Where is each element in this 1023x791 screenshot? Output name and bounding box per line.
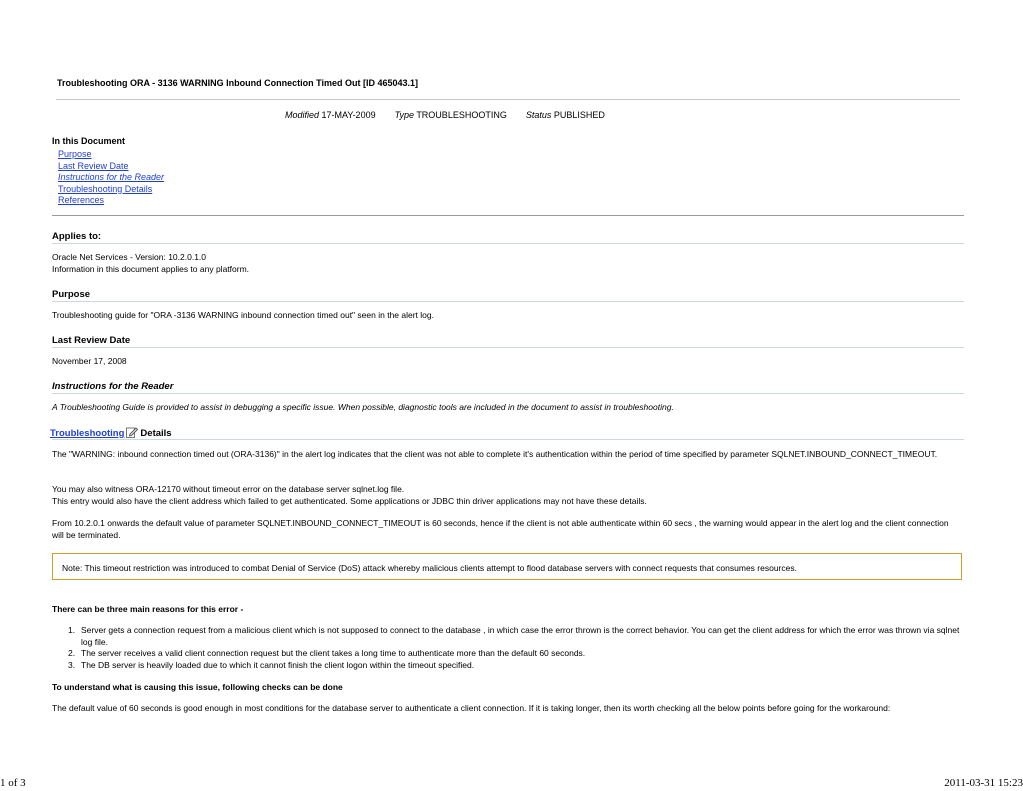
reasons-list [52, 625, 962, 671]
pencil-edit-icon[interactable] [126, 426, 138, 438]
type-value: TROUBLESHOOTING [416, 110, 507, 120]
list-number: 2. [68, 648, 76, 658]
last-review-heading: Last Review Date [52, 335, 131, 346]
modified-label: Modified [285, 110, 320, 120]
toc-link-last-review-date[interactable]: Last Review Date [58, 160, 129, 171]
troubleshooting-paragraph-1: The "WARNING: inbound connection timed out (ORA-3136)" in the alert log indicates that the client was not able to complete it's authentication within the period of time specified by parameter SQLNET.INBOUND_CONNECT_TIMEOUT. [52, 449, 938, 459]
list-item-text: The server receives a valid client connection request but the client takes a long time to authenticate more than the default 60 seconds. [81, 648, 586, 658]
list-item-text: The DB server is heavily loaded due to which it cannot finish the client logon within the timeout specified. [81, 659, 475, 670]
troubleshooting-paragraph-3: From 10.2.0.1 onwards the default value of parameter SQLNET.INBOUND_CONNECT_TIMEOUT is 60 seconds, hence if the client is not able authenticate within 60 secs , the warning would appear in the alert log and the client connection will be terminated. [52, 518, 949, 540]
troubleshooting-rule [52, 439, 964, 440]
note-box: Note: This timeout restriction was introduced to combat Denial of Service (DoS) attack whereby malicious clients attempt to flood database servers with connect requests that consumes resources. [52, 553, 962, 580]
troubleshooting-paragraph-2a: You may also witness ORA-12170 without timeout error on the database server sqlnet.log file. [52, 484, 405, 494]
troubleshooting-paragraph-4: The default value of 60 seconds is good enough in most conditions for the database server to authenticate a client connection. If it is taking longer, then its worth checking all the below points before going for the workaround: [52, 703, 891, 713]
troubleshooting-link[interactable]: Troubleshooting [50, 428, 125, 439]
document-meta [285, 110, 605, 120]
reasons-heading: There can be three main reasons for this error - [52, 604, 244, 614]
toc-divider [52, 215, 964, 216]
instructions-rule [52, 393, 964, 394]
troubleshooting-details-heading [50, 426, 172, 439]
list-item [52, 625, 962, 648]
applies-to-heading: Applies to: [52, 231, 102, 242]
applies-to-version: Oracle Net Services - Version: 10.2.0.1.0 [52, 252, 207, 262]
troubleshooting-heading-rest: Details [140, 428, 172, 439]
troubleshooting-paragraph-2b: This entry would also have the client address which failed to get authenticated. Some applications or JDBC thin driver applications may not have these details. [52, 496, 647, 506]
status-value: PUBLISHED [553, 110, 605, 120]
title-divider [56, 99, 960, 100]
print-timestamp: 2011-03-31 15:23 [944, 777, 1023, 789]
toc-link-instructions[interactable]: Instructions for the Reader [58, 172, 165, 182]
table-of-contents [58, 149, 164, 207]
toc-link-troubleshooting-details[interactable]: Troubleshooting Details [58, 183, 153, 194]
last-review-rule [52, 347, 964, 348]
purpose-text: Troubleshooting guide for "ORA -3136 WARNING inbound connection timed out" seen in the alert log. [52, 310, 434, 320]
instructions-heading: Instructions for the Reader [52, 381, 174, 392]
list-number: 1. [68, 625, 76, 635]
page-number: 1 of 3 [0, 777, 26, 789]
instructions-text: A Troubleshooting Guide is provided to assist in debugging a specific issue. When possible, diagnostic tools are included in the document to assist in troubleshooting. [52, 402, 674, 412]
toc-heading: In this Document [52, 136, 126, 146]
modified-value: 17-MAY-2009 [321, 110, 376, 120]
document-title: Troubleshooting ORA - 3136 WARNING Inbound Connection Timed Out [ID 465043.1] [57, 78, 419, 88]
understand-heading: To understand what is causing this issue, following checks can be done [52, 682, 343, 692]
type-label: Type [394, 110, 414, 120]
list-item-text: Server gets a connection request from a malicious client which is not supposed to connect to the database , in which case the error thrown is the correct behavior. You can get the client address for which the error was thrown via sqlnet log file. [81, 625, 960, 647]
applies-to-platform: Information in this document applies to any platform. [52, 264, 250, 274]
list-item [52, 648, 962, 660]
purpose-heading: Purpose [52, 289, 91, 300]
list-number: 3. [68, 659, 76, 670]
toc-link-purpose[interactable]: Purpose [58, 149, 92, 159]
last-review-text: November 17, 2008 [52, 356, 127, 366]
status-label: Status [525, 110, 552, 120]
toc-link-references[interactable]: References [58, 195, 105, 205]
list-item [52, 660, 962, 672]
applies-to-rule [52, 243, 964, 244]
purpose-rule [52, 301, 964, 302]
